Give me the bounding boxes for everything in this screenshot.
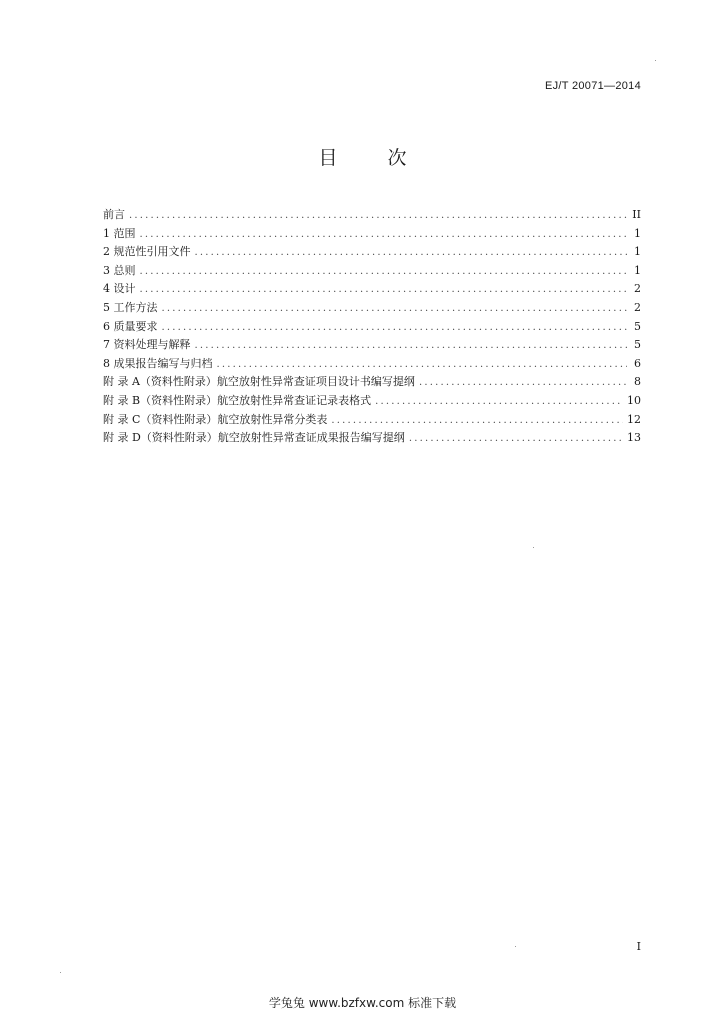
toc-entry-label: 附 录 B（资料性附录）航空放射性异常查证记录表格式 bbox=[103, 393, 372, 407]
toc-leader-dots bbox=[129, 207, 627, 226]
toc-entry-label: 6 质量要求 bbox=[103, 319, 158, 333]
toc-entry-label: 附 录 C（资料性附录）航空放射性异常分类表 bbox=[103, 412, 328, 426]
toc-entry[interactable] bbox=[103, 225, 641, 244]
toc-leader-dots bbox=[162, 319, 628, 338]
toc-entry-page: 12 bbox=[627, 412, 641, 426]
toc-entry-page: 5 bbox=[634, 319, 641, 333]
toc-entry[interactable] bbox=[103, 411, 641, 430]
toc-leader-dots bbox=[195, 337, 628, 356]
toc-entry[interactable] bbox=[103, 373, 641, 392]
toc-entry[interactable] bbox=[103, 355, 641, 374]
toc-entry-page: 5 bbox=[634, 338, 641, 352]
toc-entry[interactable] bbox=[103, 318, 641, 337]
toc-entry-label: 1 范围 bbox=[103, 226, 136, 240]
toc-entry-page: 2 bbox=[634, 300, 641, 314]
table-of-contents bbox=[103, 206, 641, 448]
toc-entry-page: 8 bbox=[634, 375, 641, 389]
scan-speck bbox=[515, 946, 516, 947]
toc-entry-page: II bbox=[632, 208, 641, 221]
toc-entry[interactable] bbox=[103, 429, 641, 448]
toc-entry-label: 前言 bbox=[103, 208, 125, 221]
toc-leader-dots bbox=[140, 226, 628, 245]
page-title: 目 次 bbox=[318, 147, 429, 169]
toc-entry-page: 2 bbox=[634, 282, 641, 296]
toc-entry[interactable] bbox=[103, 262, 641, 281]
toc-entry-label: 3 总则 bbox=[103, 263, 136, 277]
toc-entry[interactable] bbox=[103, 299, 641, 318]
toc-entry-page: 6 bbox=[634, 356, 641, 370]
footer-watermark: 学兔兔 www.bzfxw.com 标准下载 bbox=[268, 996, 457, 1010]
toc-entry-label: 2 规范性引用文件 bbox=[103, 245, 191, 259]
toc-entry-page: 1 bbox=[634, 226, 641, 240]
scan-speck bbox=[533, 547, 534, 548]
toc-entry[interactable] bbox=[103, 243, 641, 262]
toc-leader-dots bbox=[195, 244, 628, 263]
toc-leader-dots bbox=[217, 356, 628, 375]
toc-entry-label: 附 录 A（资料性附录）航空放射性异常查证项目设计书编写提纲 bbox=[103, 375, 415, 389]
toc-entry-label: 5 工作方法 bbox=[103, 300, 158, 314]
toc-entry-label: 8 成果报告编写与归档 bbox=[103, 356, 213, 370]
page-number: I bbox=[636, 940, 641, 953]
toc-leader-dots bbox=[140, 281, 628, 300]
toc-entry-page: 1 bbox=[634, 245, 641, 259]
toc-leader-dots bbox=[375, 393, 623, 412]
toc-leader-dots bbox=[409, 430, 623, 449]
toc-entry-page: 13 bbox=[627, 431, 641, 445]
toc-entry[interactable] bbox=[103, 280, 641, 299]
scan-speck bbox=[655, 60, 656, 61]
toc-leader-dots bbox=[162, 300, 628, 319]
toc-entry-label: 附 录 D（资料性附录）航空放射性异常查证成果报告编写提纲 bbox=[103, 431, 405, 445]
toc-entry-label: 7 资料处理与解释 bbox=[103, 338, 191, 352]
toc-leader-dots bbox=[331, 412, 623, 431]
toc-entry-label: 4 设计 bbox=[103, 282, 136, 296]
toc-entry[interactable] bbox=[103, 206, 641, 225]
toc-entry-page: 1 bbox=[634, 263, 641, 277]
toc-leader-dots bbox=[140, 263, 628, 282]
standard-code: EJ/T 20071—2014 bbox=[544, 80, 641, 92]
toc-entry[interactable] bbox=[103, 336, 641, 355]
toc-leader-dots bbox=[419, 374, 627, 393]
toc-entry[interactable] bbox=[103, 392, 641, 411]
scan-speck bbox=[60, 972, 61, 973]
toc-entry-page: 10 bbox=[627, 393, 641, 407]
